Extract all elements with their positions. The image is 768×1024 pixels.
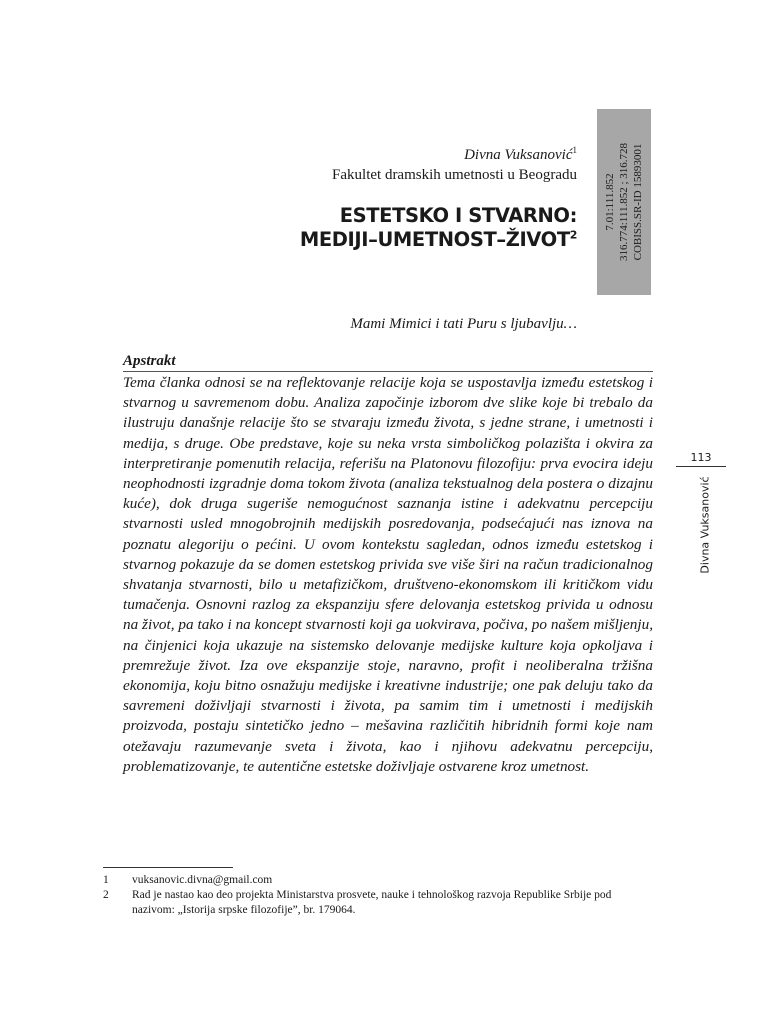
dedication: Mami Mimici i tati Puru s ljubavlju… bbox=[350, 316, 577, 332]
abstract-body bbox=[123, 373, 653, 777]
footnote-number: 1 bbox=[103, 874, 109, 886]
author-block bbox=[332, 145, 577, 185]
page-number: 113 bbox=[690, 451, 712, 464]
footnote-1 bbox=[103, 873, 653, 888]
udc-line-1: 7.01:111.852 bbox=[604, 173, 616, 231]
author-affiliation: Fakultet dramskih umetnosti u Beogradu bbox=[332, 167, 577, 183]
author-footnote-mark[interactable]: 1 bbox=[572, 145, 577, 155]
abstract-text: Tema članka odnosi se na reflektovanje relacije koja se uspostavlja između estetskog i stvarnog u savremenom dobu. Analiza započinje izborom dve slike koje bi trebalo da ilustruju današnje relacije što se stvaraju između života, s jedne strane, i umetnosti i medija, s druge. Obe predstave, koje su neka vrsta simboličkog polazišta i okvira za interpretiranje pomenutih relacija, referišu na Platonovu filozofiju: prva evocira ideju neophodnosti izgradnje doma tokom života (analiza tekstualnog dela postera o dizajnu kuće), dok druga sugeriše nemogućnost saznanja istine i adekvatnu percepciju stvarnosti usled mnogobrojnih medijskih posredovanja, podsećajući nas iznova na poznatu alegoriju o pećini. U ovom kontekstu sagledan, odnos između estetskog i stvarnog pokazuje da se domen estetskog privida sve više širi na račun tradicionalnog shvatanja stvarnosti, bilo u metafizičkom, društveno-ekonomskom ili kritičkom vidu tumačenja. Osnovni razlog za ekspanziju sfere delovanja estetskog privida u odnosu na život, pa tako i na koncept stvarnosti koji ga uokvirava, počiva, po našem mišljenju, na činjenici koja ukazuje na sistemsko delovanje medijske kulture koja opkoljava i premrežuje život. Iza ove ekspanzije stoje, naravno, profit i neoliberalna tržišna ekonomija, koju bitno osnažuju medijske i kreativne industrije; one pak deluju tako da savremeni doživljaji stvarnosti i života, pa samim tim i umetnosti i medijskih proizvoda, postaju sintetičko jedno – mešavina različitih hibridnih formi koje nam otežavaju razumevanje sveta i života, kao i njihovu adekvatnu percepciju, problematizovanje, te autentične estetske doživljaje ostvarene kroz umetnost. bbox=[123, 374, 653, 775]
footnote-number: 2 bbox=[103, 889, 109, 901]
page-number-divider bbox=[676, 466, 726, 467]
udc-line-3: COBISS.SR-ID 15893001 bbox=[632, 143, 644, 261]
running-head: Divna Vuksanović bbox=[698, 476, 712, 574]
abstract-divider bbox=[123, 371, 653, 372]
title-footnote-mark[interactable]: 2 bbox=[569, 228, 577, 242]
udc-text bbox=[603, 109, 645, 295]
article-title bbox=[300, 204, 577, 252]
abstract-heading: Apstrakt bbox=[123, 353, 176, 369]
footnote-text: Rad je nastao kao deo projekta Ministarstva prosvete, nauke i tehnološkog razvoja Republike Srbije pod nazivom: „Istorija srpske filozofije”, br. 179064. bbox=[132, 889, 612, 916]
author-name: Divna Vuksanović bbox=[464, 147, 573, 163]
footnote-2 bbox=[103, 888, 653, 918]
title-line-1: ESTETSKO I STVARNO: bbox=[339, 204, 577, 227]
udc-line-2: 316.774:111.852 ; 316.728 bbox=[618, 142, 630, 262]
udc-classification-box bbox=[597, 109, 651, 295]
footnote-divider bbox=[103, 867, 233, 868]
title-line-2: MEDIJI–UMETNOST–ŽIVOT bbox=[299, 228, 570, 251]
footnote-email-link[interactable]: vuksanovic.divna@gmail.com bbox=[132, 874, 273, 886]
